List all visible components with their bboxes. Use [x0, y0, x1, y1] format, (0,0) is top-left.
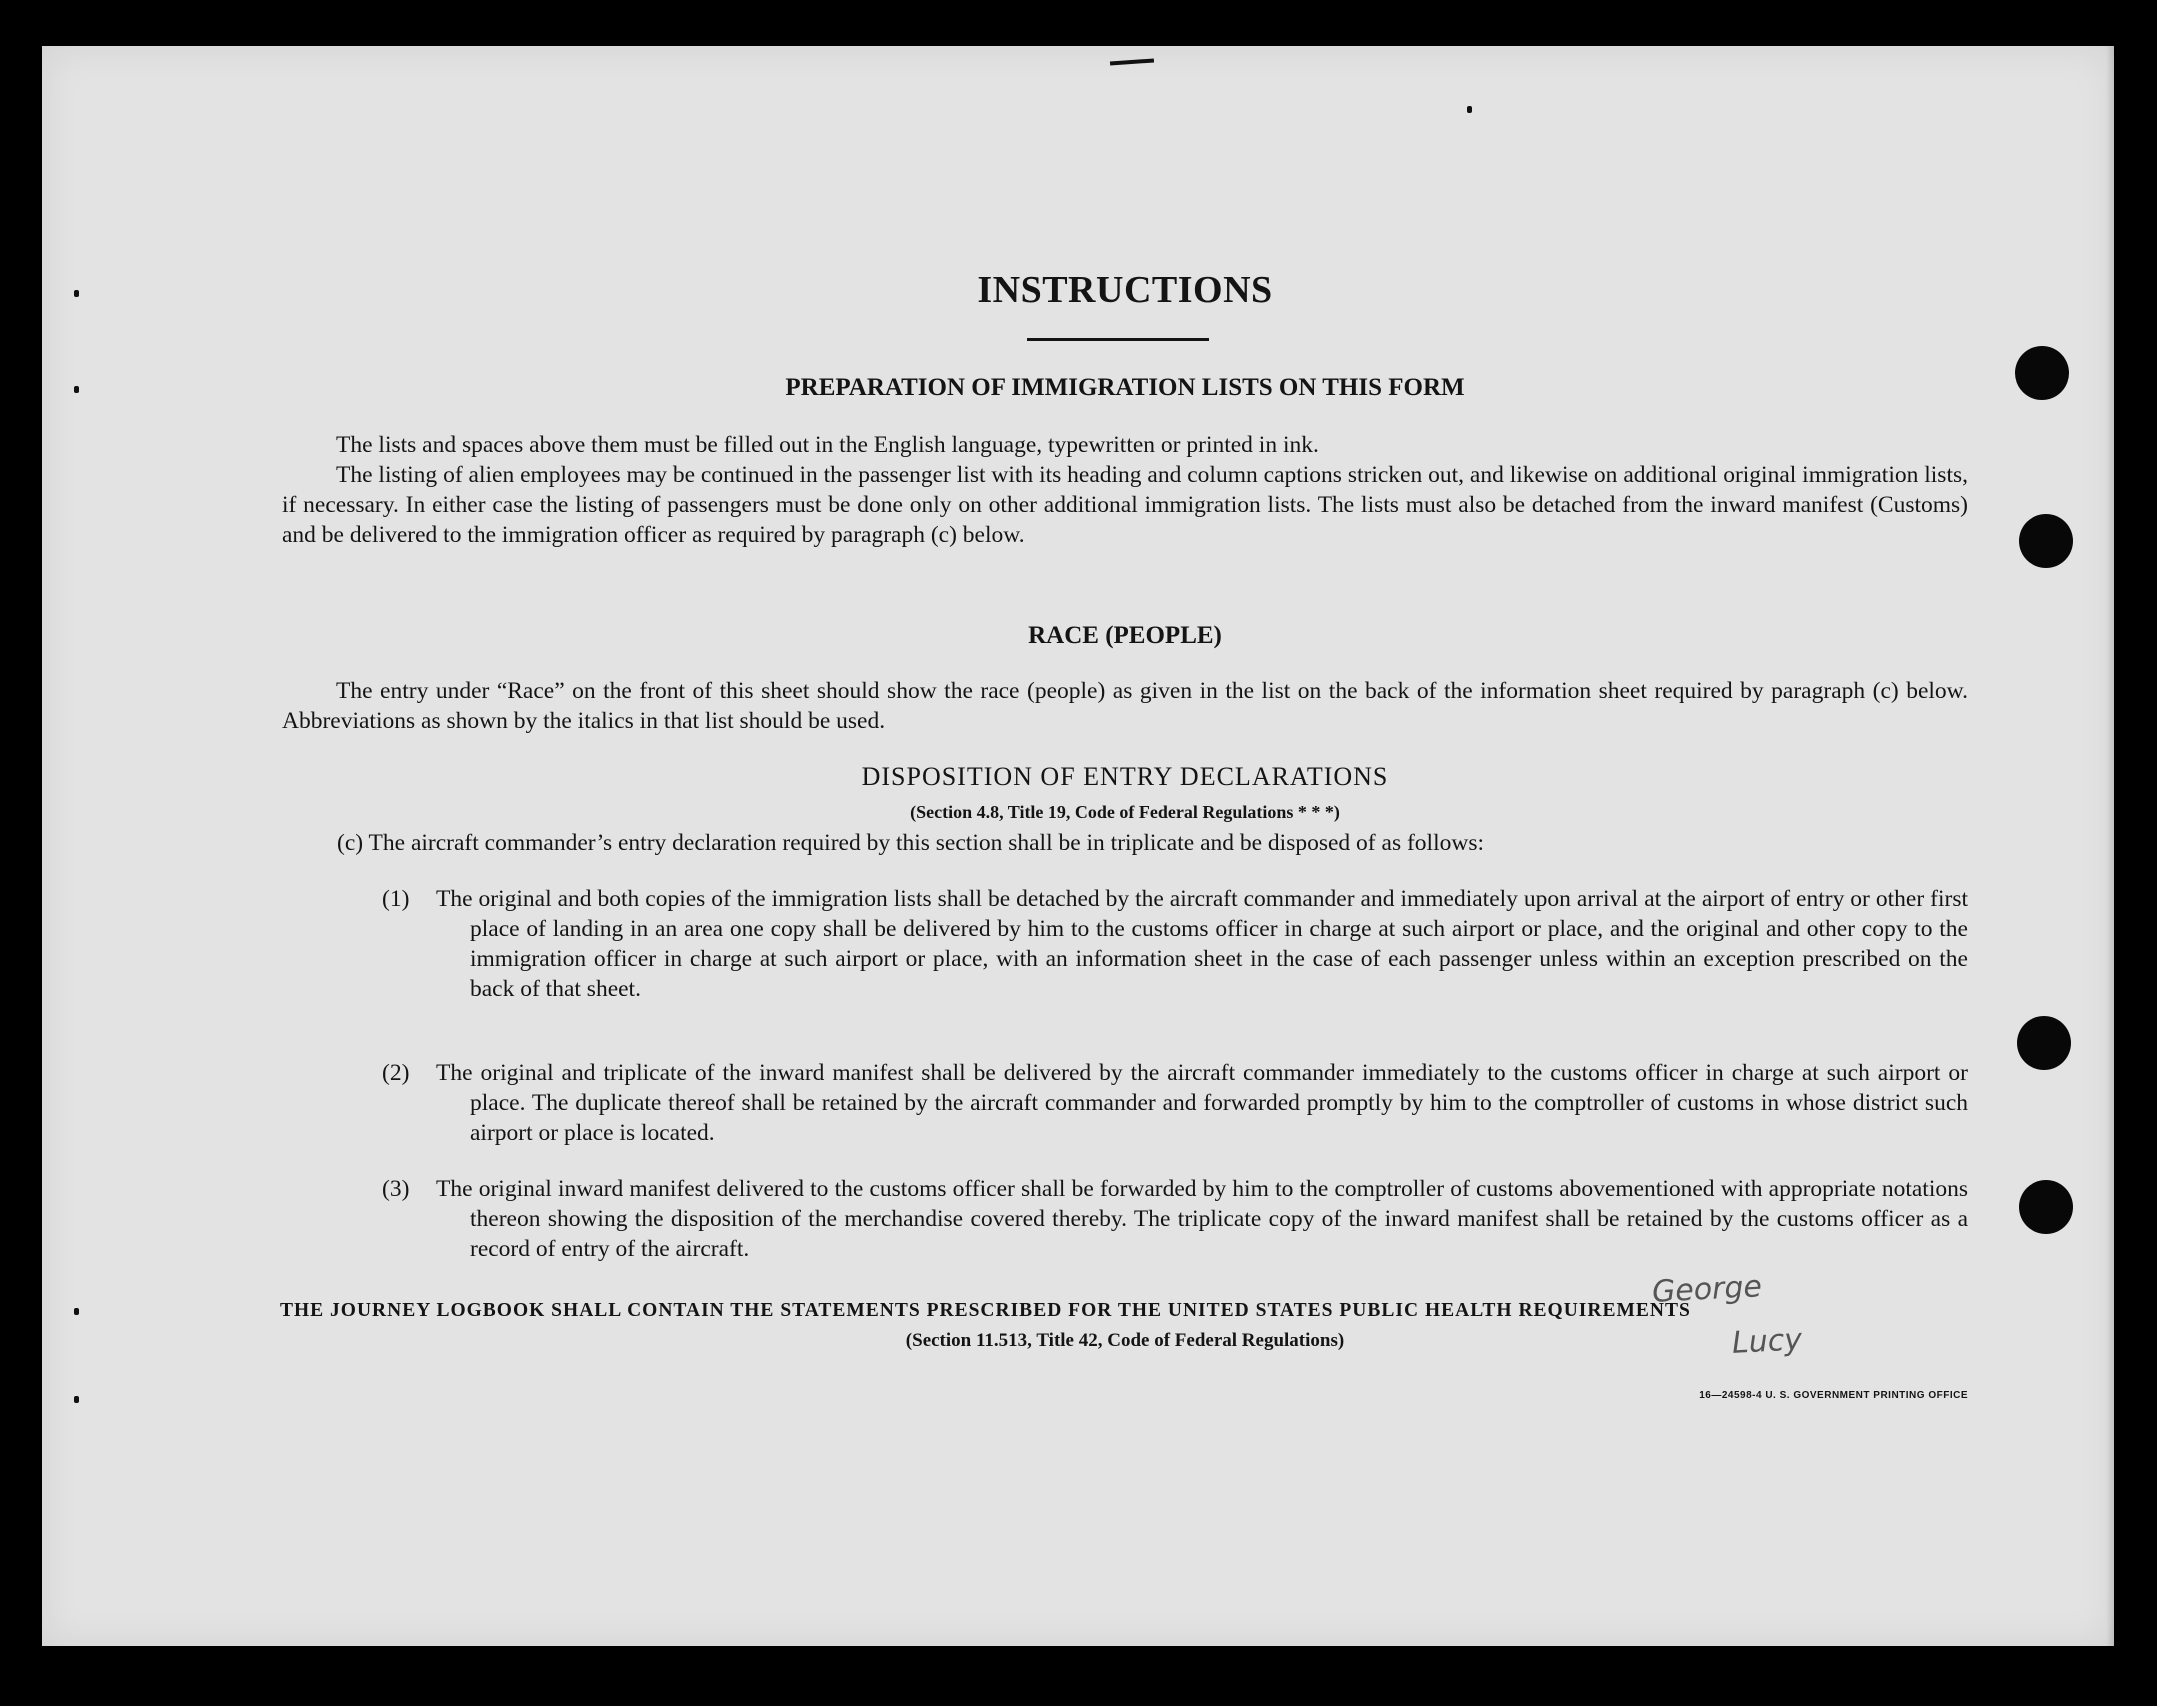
margin-dot [1467, 106, 1472, 113]
title-underline [1027, 338, 1209, 341]
page-edge [2106, 46, 2114, 1646]
logbook-citation: (Section 11.513, Title 42, Code of Federal Regulations) [905, 1330, 1345, 1351]
handwritten-name: Lucy [1731, 1322, 1803, 1361]
item-number: (1) [382, 886, 410, 912]
item-text: The original and both copies of the immigration lists shall be detached by the aircraft commander and immediately upon arrival at the airport of entry or other first place of landing in an area one copy shall be delivered by him to the customs officer in charge at such airport or place, and the original and other copy to the immigration officer in charge at such airport or place, with an information sheet in the case of each passenger unless within an exception prescribed on the back of that sheet. [436, 886, 1968, 1002]
list-item [384, 1058, 1968, 1148]
punch-hole [2019, 514, 2073, 568]
margin-dot [74, 386, 79, 393]
race-heading: RACE (PEOPLE) [1028, 622, 1222, 649]
item-number: (2) [382, 1060, 410, 1086]
item-text: The original and triplicate of the inward manifest shall be delivered by the aircraft commander immediately to the customs officer in charge at such airport or place. The duplicate thereof shall be retained by the aircraft commander and forwarded promptly by him to the comptroller of customs in whose district such airport or place is located. [436, 1060, 1968, 1146]
clause-c: (c) The aircraft commander’s entry declaration required by this section shall be in triplicate and be disposed of as follows: [337, 830, 1484, 856]
margin-dot [74, 1308, 79, 1315]
disposition-heading: DISPOSITION OF ENTRY DECLARATIONS [861, 762, 1389, 791]
logbook-statement: THE JOURNEY LOGBOOK SHALL CONTAIN THE STATEMENTS PRESCRIBED FOR THE UNITED STATES PUBLIC HEALTH REQUIREMENTS [280, 1300, 1691, 1321]
item-text: The original inward manifest delivered to the customs officer shall be forwarded by him to the comptroller of customs abovementioned with appropriate notations thereon showing the disposition of the merchandise covered thereby. The triplicate copy of the inward manifest shall be retained by the customs officer as a record of entry of the aircraft. [436, 1176, 1968, 1262]
preparation-heading: PREPARATION OF IMMIGRATION LISTS ON THIS FORM [785, 374, 1465, 401]
page-title: INSTRUCTIONS [977, 269, 1273, 311]
item-number: (3) [382, 1176, 410, 1202]
document-page [42, 46, 2114, 1646]
printer-imprint: 16—24598-4 U. S. GOVERNMENT PRINTING OFFICE [1699, 1390, 1968, 1401]
disposition-citation: (Section 4.8, Title 19, Code of Federal Regulations * * *) [910, 802, 1340, 822]
margin-dot [74, 1396, 79, 1403]
preparation-paragraph-1: The lists and spaces above them must be filled out in the English language, typewritten or printed in ink. [336, 432, 1319, 458]
punch-hole [2019, 1180, 2073, 1234]
preparation-paragraph-2: The listing of alien employees may be continued in the passenger list with its heading and column captions stricken out, and likewise on additional original immigration lists, if necessary. In either case the listing of passengers must be done only on other additional immigration lists. The lists must also be detached from the inward manifest (Customs) and be delivered to the immigration officer as required by paragraph (c) below. [282, 462, 1968, 548]
race-paragraph: The entry under “Race” on the front of this sheet should show the race (people) as given in the list on the back of the information sheet required by paragraph (c) below. Abbreviations as shown by the italics in that list should be used. [282, 678, 1968, 734]
ink-mark [1110, 58, 1154, 65]
list-item [384, 1174, 1968, 1264]
margin-dot [74, 290, 79, 297]
race-text [282, 676, 1968, 736]
preparation-text [282, 430, 1968, 550]
list-item [384, 884, 1968, 1004]
punch-hole [2015, 346, 2069, 400]
handwritten-name: George [1651, 1269, 1763, 1310]
punch-hole [2017, 1016, 2071, 1070]
